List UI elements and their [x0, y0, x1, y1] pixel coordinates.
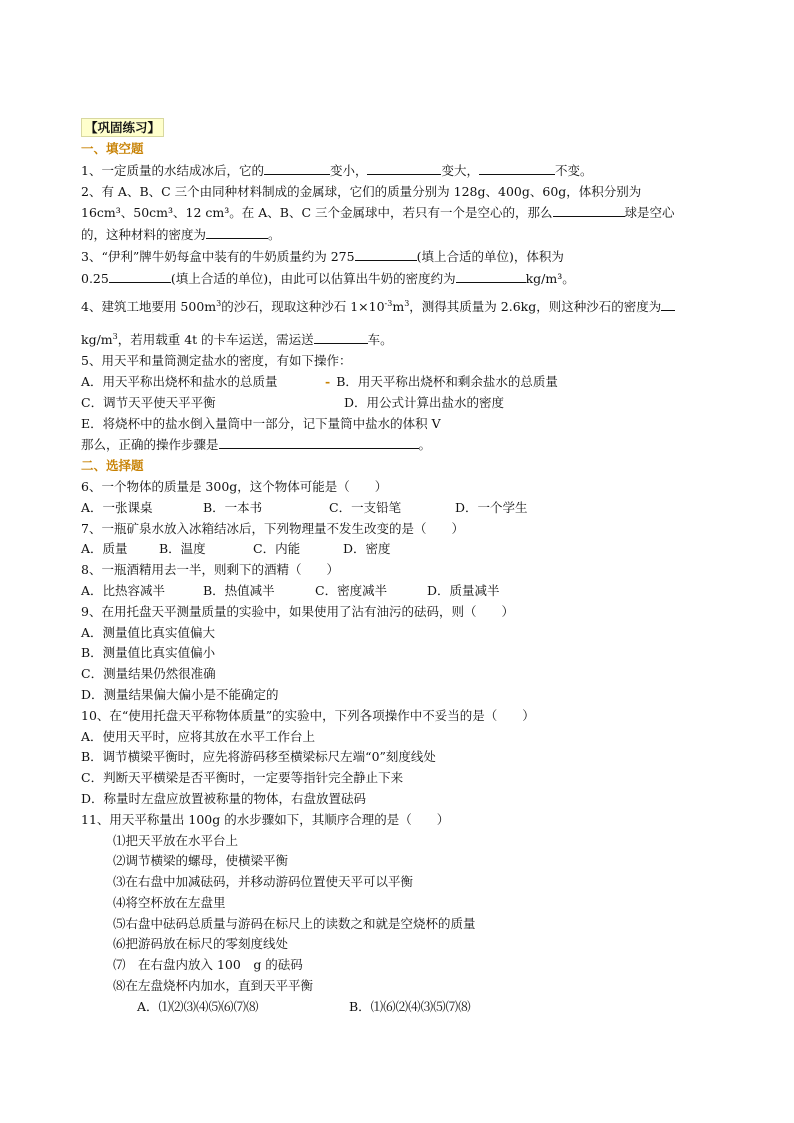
- question-9: 9、在用托盘天平测量质量的实验中，如果使用了沾有油污的砝码，则（ ）: [81, 603, 514, 619]
- question-11: 11、用天平称量出 100g 的水步骤如下，其顺序合理的是（ ）: [81, 811, 450, 827]
- worksheet: 【巩固练习】 一、填空题 1、一定质量的水结成冰后，它的 变小， 变大， 不变。 2、有 A、B、C 三个由同种材料制成的金属球，它们的质量分别为 128g、400g、60g，体积分别为 16cm³、50cm³、12 cm³。在 A、B、C 三个金属球中，若只有一个是空心的，那么 球是空心 的，这种材料的密度为 。 3、“伊利”牌牛奶每盒中装有的牛奶质量约为 275 (填上合适的单位)，体积为 0.25 (填上合适的单位)，由此可以估算出牛奶的密度约为 kg/m³。 4、建筑工地要用 $500m^3$的沙石，现取这种沙石 $1\times 10^{-3}m^3$，测得其质量为 2.6kg，则这种沙石的密度为 $kg/m^3$，若用载重 4t 的卡车运送，需运送 车。 5、用天平和量筒测定盐水的密度，有如下操作： A．用天平称出烧杯和盐水的总质量 - B．用天平称出烧杯和剩余盐水的总质量 C．调节天平使天平平衡 D．用公式计算出盐水的密度 E．将烧杯中的盐水倒入量筒中一部分，记下量筒中盐水的体积 V 那么，正确的操作步骤是 。 二、选择题 6、一个物体的质量是 300g，这个物体可能是（ ） A．一张课桌 B．一本书 C．一支铅笔 D．一个学生 7、一瓶矿泉水放入冰箱结冰后，下列物理量不发生改变的是（ ） A．质量 B．温度 C．内能 D．密度 8、一瓶酒精用去一半，则剩下的酒精（ ） A．比热容减半 B．热值减半 C．密度减半 D．质量减半 9、在用托盘天平测量质量的实验中，如果使用了沾有油污的砝码，则（ ） A．测量值比真实值偏大 B．测量值比真实值偏小 C．测量结果仍然很准确 D．测量结果偏大偏小是不能确定的 10、在“使用托盘天平称物体质量”的实验中，下列各项操作中不妥当的是（ ） A．使用天平时，应将其放在水平工作台上 B．调节横梁平衡时，应先将游码移至横梁标尺左端“0”刻度线处 C．判断天平横梁是否平衡时，一定要等指针完全静止下来 D．称量时左盘应放置被称量的物体，右盘放置砝码 11、用天平称量出 100g 的水步骤如下，其顺序合理的是（ ） ⑴把天平放在水平台上 ⑵调节横梁的螺母，使横梁平衡 ⑶在右盘中加减砝码，并移动游码位置使天平可以平衡 ⑷将空杯放在左盘里 ⑸右盘中砝码总质量与游码在标尺上的读数之和就是空烧杯的质量 ⑹把游码放在标尺的零刻度线处 ⑺ 在右盘内放入 100 g 的砝码 ⑻在左盘烧杯内加水，直到天平平衡 A．⑴⑵⑶⑷⑸⑹⑺⑻ B．⑴⑹⑵⑷⑶⑸⑺⑻: [81, 118, 721, 1018]
- question-4: 4、建筑工地要用 $500m^3$的沙石，现取这种沙石 $1\times 10^{-3}m^3$，测得其质量为 2.6kg，则这种沙石的密度为: [81, 296, 721, 318]
- step: ⑶在右盘中加减砝码，并移动游码位置使天平可以平衡: [113, 874, 414, 890]
- step: ⑹把游码放在标尺的零刻度线处: [113, 936, 289, 952]
- question-2: 2、有 A、B、C 三个由同种材料制成的金属球，它们的质量分别为 128g、400g、60g，体积分别为: [81, 183, 642, 199]
- step: ⑷将空杯放在左盘里: [113, 894, 226, 910]
- question-3: 3、“伊利”牌牛奶每盒中装有的牛奶质量约为 275 (填上合适的单位)，体积为: [81, 246, 721, 268]
- step: ⑻在左盘烧杯内加水，直到天平平衡: [113, 978, 314, 994]
- question-7: 7、一瓶矿泉水放入冰箱结冰后，下列物理量不发生改变的是（ ）: [81, 520, 464, 536]
- question-8: 8、一瓶酒精用去一半，则剩下的酒精（ ）: [81, 562, 339, 578]
- question-10: 10、在“使用托盘天平称物体质量”的实验中，下列各项操作中不妥当的是（ ）: [81, 707, 535, 723]
- marker: -: [325, 373, 331, 389]
- section-fill-title: 一、填空题: [81, 141, 144, 156]
- section-choice-title: 二、选择题: [81, 458, 144, 474]
- step: ⑸右盘中砝码总质量与游码在标尺上的读数之和就是空烧杯的质量: [113, 915, 476, 931]
- question-5: 5、用天平和量筒测定盐水的密度，有如下操作：: [81, 353, 352, 369]
- header-tag: 【巩固练习】: [81, 118, 164, 137]
- step: ⑵调节横梁的螺母，使横梁平衡: [113, 853, 289, 869]
- question-6: 6、一个物体的质量是 300g，这个物体可能是（ ）: [81, 478, 388, 494]
- step: ⑺ 在右盘内放入 100 g 的砝码: [113, 957, 303, 973]
- question-1: 1、一定质量的水结成冰后，它的 变小， 变大， 不变。: [81, 160, 721, 182]
- step: ⑴把天平放在水平台上: [113, 832, 239, 848]
